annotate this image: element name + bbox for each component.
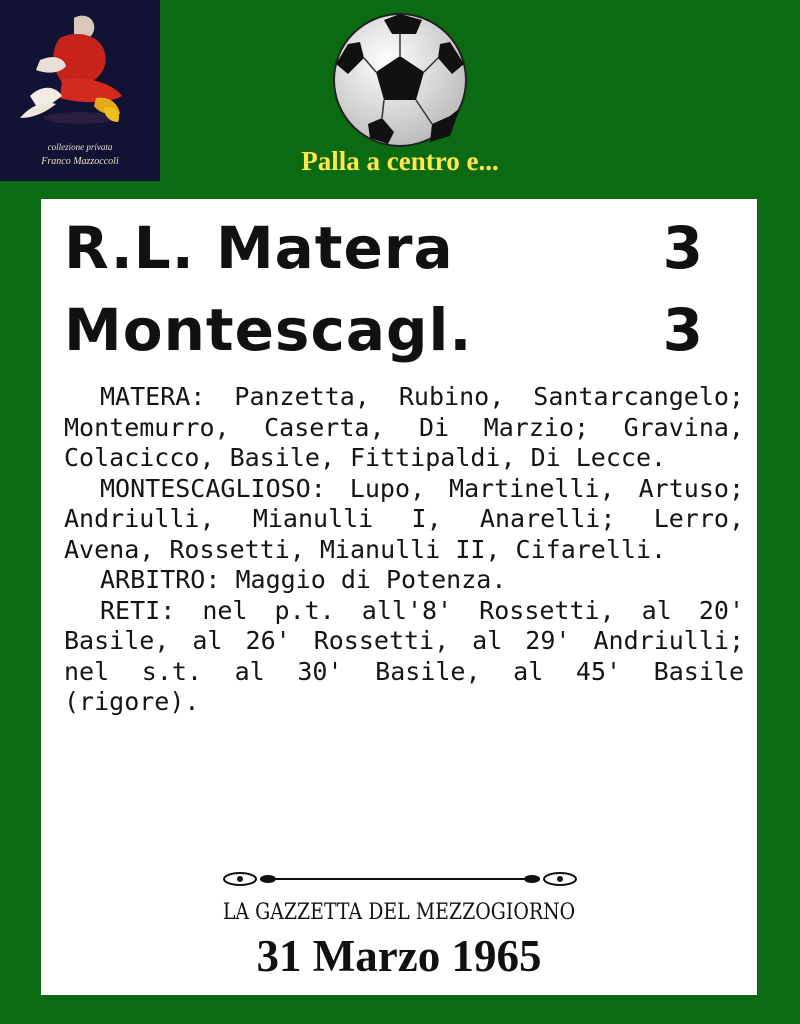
goals-summary: RETI: nel p.t. all'8' Rossetti, al 20' Basile, al 26' Rossetti, al 29' Andriulli; nel s.t. al 30' Basile, al 45' Basile (rigore). bbox=[64, 595, 744, 716]
tagline: Palla a centro e... bbox=[301, 146, 499, 176]
logo-caption-line1: collezione privata bbox=[47, 142, 113, 152]
away-team-goals: 3 bbox=[662, 296, 704, 364]
score-row-away bbox=[64, 296, 704, 372]
home-team-goals: 3 bbox=[662, 214, 704, 282]
score-row-home bbox=[64, 214, 704, 290]
logo-caption-line2: Franco Mazzoccoli bbox=[41, 156, 119, 167]
collection-logo bbox=[0, 0, 160, 181]
soccer-ball-icon bbox=[332, 12, 468, 148]
referee: ARBITRO: Maggio di Potenza. bbox=[100, 565, 507, 594]
match-report bbox=[64, 382, 744, 718]
ornament-divider bbox=[220, 866, 580, 892]
away-team-name: Montescagl. bbox=[64, 296, 473, 364]
home-team-name: R.L. Matera bbox=[64, 214, 454, 282]
montescaglioso-lineup: MONTESCAGLIOSO: Lupo, Martinelli, Artuso; Andriulli, Mianulli I, Anarelli; Lerro, Avena, Rossetti, Mianulli II, Cifarelli. bbox=[64, 473, 744, 564]
newspaper-name: LA GAZZETTA DEL MEZZOGIORNO bbox=[222, 900, 576, 925]
publication-date: 31 Marzo 1965 bbox=[256, 931, 542, 981]
dancer-figure-icon bbox=[0, 0, 160, 140]
matera-lineup: MATERA: Panzetta, Rubino, Santarcangelo; Montemurro, Caserta, Di Marzio; Gravina, Colacicco, Basile, Fittipaldi, Di Lecce. bbox=[64, 382, 744, 472]
